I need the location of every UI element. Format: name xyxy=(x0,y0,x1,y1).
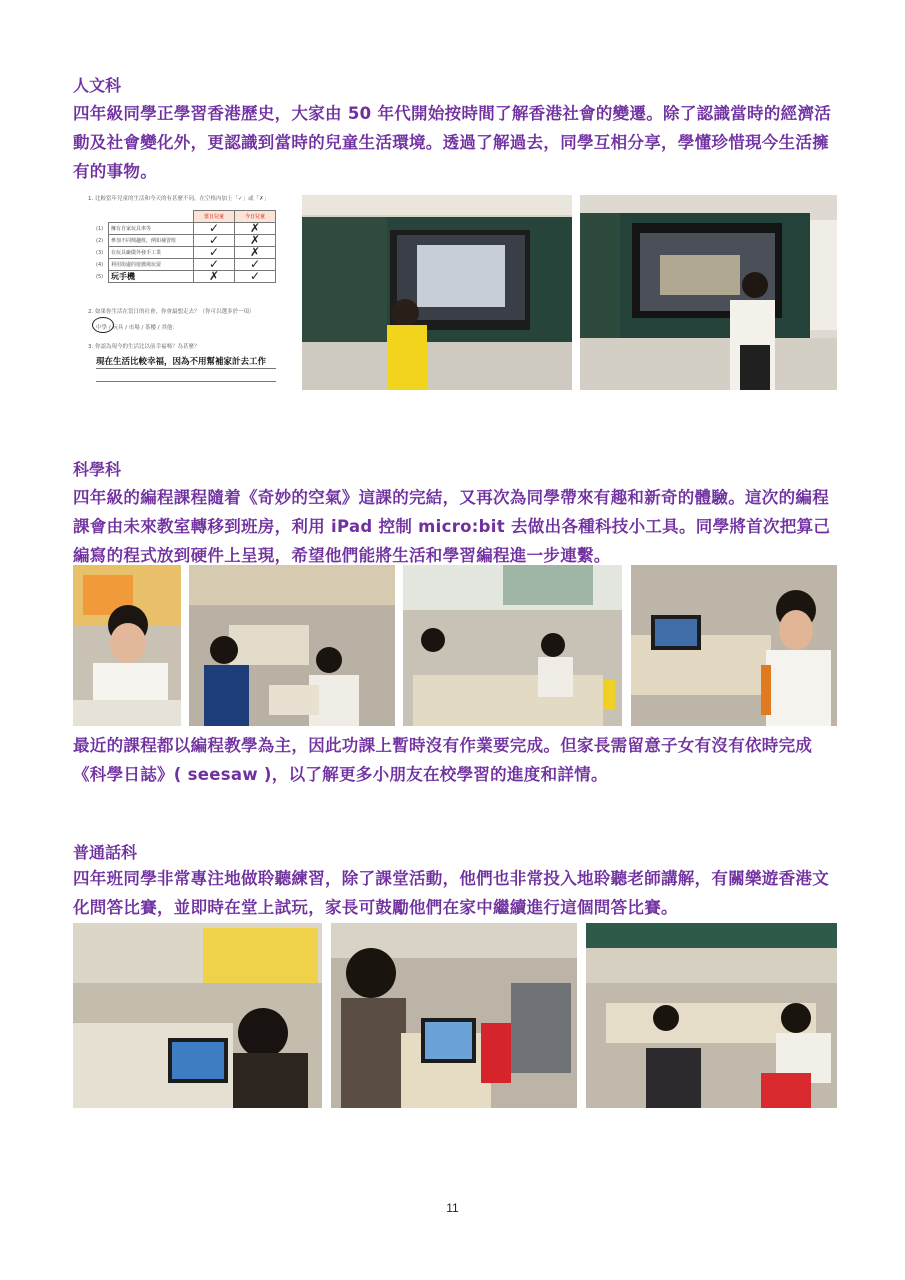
photo-student-presenting-2 xyxy=(580,195,837,390)
section-heading-science: 科學科 xyxy=(73,460,122,479)
photo-putonghua-classroom-1 xyxy=(73,923,322,1108)
photo-science-student-1 xyxy=(73,565,181,726)
worksheet-row: (5) 玩手機 ✗ ✓ xyxy=(94,271,276,283)
worksheet-table xyxy=(94,210,276,283)
section-paragraph-putonghua: 四年班同學非常專注地做聆聽練習，除了課堂活動，他們也非常投入地聆聽老師講解，有關樂遊香港文化問答比賽，並即時在堂上試玩，家長可鼓勵他們在家中繼續進行這個問答比賽。 xyxy=(73,869,829,917)
worksheet-row: (1) 擁有自家玩具車等 ✓ ✗ xyxy=(94,223,276,235)
section-heading-putonghua: 普通話科 xyxy=(73,843,138,862)
photo-science-classroom-1 xyxy=(189,565,395,726)
photo-putonghua-classroom-3 xyxy=(586,923,837,1108)
worksheet-row: (3) 在玩具廠做外發手工業 ✓ ✗ xyxy=(94,247,276,259)
section-note-science: 最近的課程都以編程教學為主，因此功課上暫時沒有作業要完成。但家長需留意子女有沒有依時完成《科學日誌》( seesaw )，以了解更多小朋友在校學習的進度和詳情。 xyxy=(73,736,813,784)
worksheet-question-2-options: 中學 / 玩具 / 市場 / 茶樓 / 其他： xyxy=(96,325,178,331)
section-paragraph-science: 四年級的編程課程隨着《奇妙的空氣》這課的完結，又再次為同學帶來有趣和新奇的體驗。這次的編程課會由未來教室轉移到班房，利用 iPad 控制 micro:bit 去做出各種科技小工具。同學將首次把算己編寫的程式放到硬件上呈現，希望他們能將生活和學習編程進一步連繫。 xyxy=(73,488,831,565)
photo-student-presenting-1 xyxy=(302,195,572,390)
worksheet-answer: 現在生活比較幸福，因為不用幫補家計去工作 xyxy=(96,357,267,367)
section-heading-humanities: 人文科 xyxy=(73,76,122,95)
photo-science-student-ipad xyxy=(631,565,837,726)
photo-science-classroom-2 xyxy=(403,565,622,726)
worksheet-col-now: 今日兒童 xyxy=(235,211,276,223)
worksheet-question-1: 1. 比較當年兒童的生活和今天的有甚麼不同，在空格內加上「✓」或「✗」 xyxy=(88,196,270,202)
photo-putonghua-classroom-2 xyxy=(331,923,577,1108)
worksheet-question-3: 3. 你認為現今的生活比以前幸福嗎？為甚麼？ xyxy=(88,344,200,350)
worksheet-col-then: 當日兒童 xyxy=(194,211,235,223)
circle-mark-icon xyxy=(92,317,114,333)
worksheet-row: (2) 參加不同興趣班，例如補習班 ✓ ✗ xyxy=(94,235,276,247)
worksheet-question-2: 2. 如果你生活在當日的社會，你會最想走去？（你可以選多於一項） xyxy=(88,309,255,315)
worksheet-image xyxy=(82,190,282,390)
section-paragraph-humanities: 四年級同學正學習香港歷史，大家由 50 年代開始按時間了解香港社會的變遷。除了認識當時的經濟活動及社會變化外，更認識到當時的兒童生活環境。透過了解過去，同學互相分享，學懂珍惜現今生活擁有的事物。 xyxy=(73,104,832,181)
page-number: 11 xyxy=(446,1201,459,1215)
worksheet-row: (4) 利用街邊的遊戲場玩耍 ✓ ✓ xyxy=(94,259,276,271)
